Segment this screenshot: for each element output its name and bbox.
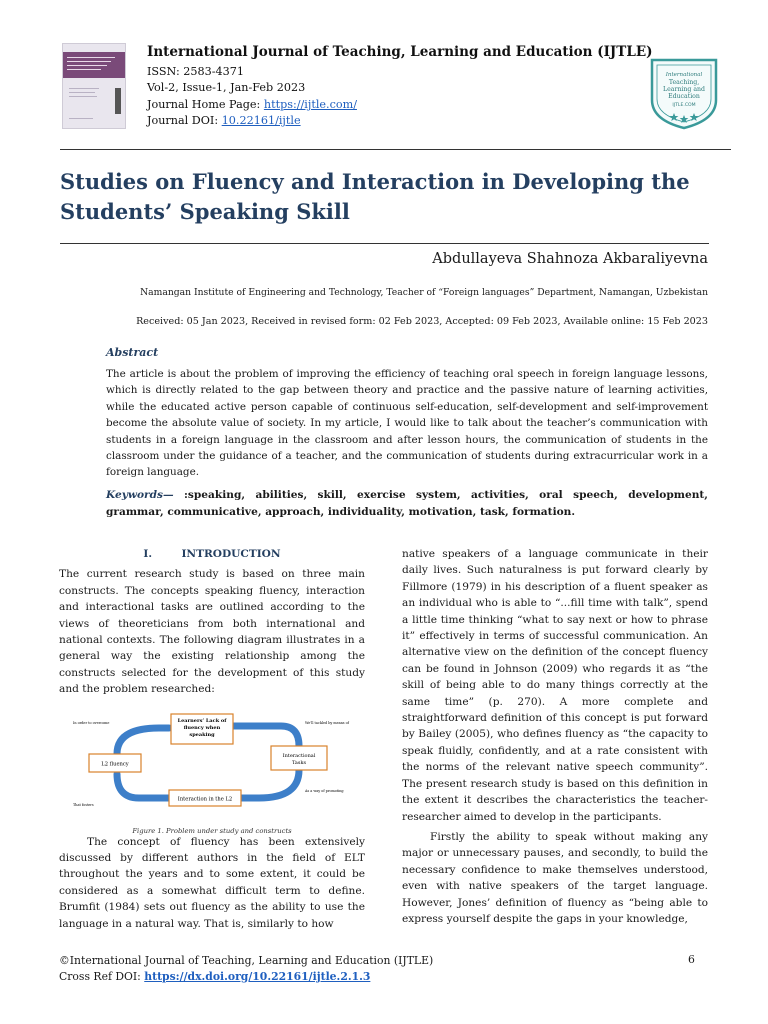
footer-copyright: ©International Journal of Teaching, Learning and Education (IJTLE) bbox=[59, 954, 434, 967]
crossref-doi-link[interactable]: https://dx.doi.org/10.22161/ijtle.2.1.3 bbox=[144, 969, 371, 983]
issn: ISSN: 2583-4371 bbox=[147, 65, 244, 78]
section-title: INTRODUCTION bbox=[181, 548, 281, 560]
badge-line-2: Teaching, bbox=[668, 79, 700, 86]
badge-line-3: Learning and bbox=[663, 86, 705, 93]
homepage-row bbox=[147, 97, 667, 113]
arrow-top-right bbox=[231, 726, 299, 746]
badge-line-1: International bbox=[665, 72, 703, 78]
badge-line-4: Education bbox=[668, 93, 700, 100]
homepage-link[interactable]: https://ijtle.com/ bbox=[263, 97, 357, 111]
diagram-svg bbox=[59, 708, 365, 820]
intro-paragraph-2: The concept of fluency has been extensively discussed by different authors in the field of ELT throughout the years and to some extent, it could be considered as a somewhat difficult term to define. Brumfit (1984) sets out fluency as the ability to use the language in a natural way. That is, similarly to how bbox=[59, 835, 365, 930]
author-name: Abdullayeva Shahnoza Akbaraliyevna bbox=[432, 251, 708, 267]
publication-dates: Received: 05 Jan 2023, Received in revised form: 02 Feb 2023, Accepted: 09 Feb 2023, Available online: 15 Feb 2023 bbox=[136, 316, 708, 327]
arrow-top-left bbox=[117, 728, 169, 754]
box-top-text-1: Learners’ Lack of bbox=[177, 717, 227, 724]
note-bottom-left: That fosters bbox=[73, 802, 94, 807]
journal-cover-thumbnail bbox=[62, 43, 126, 129]
arrow-bottom-left bbox=[117, 774, 169, 798]
keywords-label: Keywords— bbox=[106, 489, 174, 501]
figure-1-diagram bbox=[59, 708, 365, 836]
arrow-bottom-right bbox=[241, 770, 299, 798]
paper-title-line-1: Studies on Fluency and Interaction in Developing the bbox=[60, 169, 690, 194]
header-divider bbox=[60, 149, 731, 150]
box-top-text-2: fluency when bbox=[183, 724, 221, 731]
badge-line-5: IJTLE.COM bbox=[672, 103, 696, 108]
volume-issue: Vol-2, Issue-1, Jan-Feb 2023 bbox=[147, 81, 306, 95]
journal-header bbox=[147, 44, 667, 130]
author-affiliation: Namangan Institute of Engineering and Technology, Teacher of “Foreign languages” Department, Namangan, Uzbekistan bbox=[140, 287, 708, 298]
title-divider bbox=[60, 243, 709, 244]
right-paragraph-1: native speakers of a language communicate in their daily lives. Such naturalness is put forward clearly by Fillmore (1979) in his description of a fluent speaker as an individual who is able to “...fill time with talk”, spend a little time thinking “what to say next or how to phrase it” effectively in terms of successful communication. An alternative view on the definition of the concept fluency can be found in Johnson (2009) who regards it as “the skill of being able to do many things correctly at the same time” (p. 270). A more complete and straightforward definition of this concept is put forward by Bailey (2005), who defines fluency as “the capacity to speak fluidly, confidently, and at a rate consistent with the norms of the relevant native speech community”. The present research study is based on this definition in the extent it describes the characteristics the teacher-researcher aimed to develop in the participants. bbox=[402, 548, 708, 823]
right-paragraph-2: Firstly the ability to speak without making any major or unnecessary pauses, and secondly, to build the necessary confidence to make themselves understood, even with native speakers of the target language. However, Jones’ definition of fluency as “being able to express yourself despite the gaps in your knowledge, bbox=[402, 830, 708, 925]
box-right-text-1: Interactional bbox=[282, 752, 316, 759]
page-footer bbox=[59, 953, 433, 984]
box-right-text-2: Tasks bbox=[291, 759, 307, 766]
page-number: 6 bbox=[688, 953, 695, 966]
journal-meta bbox=[147, 64, 667, 130]
abstract-heading: Abstract bbox=[106, 346, 159, 359]
note-bottom-right: As a way of promoting bbox=[305, 788, 344, 793]
journal-title: International Journal of Teaching, Learning and Education (IJTLE) bbox=[147, 44, 653, 60]
crossref-label: Cross Ref DOI: bbox=[59, 969, 141, 983]
section-number: I. bbox=[143, 548, 153, 560]
note-top-left: In order to overcome bbox=[73, 720, 110, 725]
keywords-list: :speaking, abilities, skill, exercise system, activities, oral speech, development, grammar, communicative, approach, individuality, motivation, task, formation. bbox=[106, 489, 708, 518]
intro-paragraph-1: The current research study is based on three main constructs. The concepts speaking fluency, interaction and interactional tasks are outlined according to the views of theoreticians from both international and national contexts. The following diagram illustrates in a general way the existing relationship among the constructs selected for the development of this study and the problem researched: bbox=[59, 568, 365, 696]
doi-row bbox=[147, 113, 667, 129]
doi-label: Journal DOI: bbox=[147, 114, 219, 128]
box-left-text: L2 fluency bbox=[101, 761, 129, 768]
left-column bbox=[59, 546, 365, 932]
right-column bbox=[402, 546, 708, 927]
section-heading-introduction bbox=[59, 546, 365, 562]
journal-badge-logo bbox=[648, 56, 720, 130]
box-top-text-3: speaking bbox=[189, 731, 215, 738]
abstract-text: The article is about the problem of improving the efficiency of teaching oral speech in foreign language lessons, which is directly related to the gap between theory and practice and the passive nature of learning activities, while the educated active person capable of continuous self-education, self-development and self-improvement become the absolute value of society. In my article, I would like to talk about the teacher’s communication with students in a foreign language in the classroom and after lesson hours, the communication of students in the classroom under the guidance of a teacher, and the communication of students during extracurricular work in a foreign language. bbox=[106, 368, 708, 479]
note-top-right: We’ll tackled by means of bbox=[305, 720, 349, 725]
footer-crossref-row bbox=[59, 969, 433, 985]
box-bottom-text: Interaction in the L2 bbox=[177, 796, 233, 803]
keywords bbox=[106, 487, 708, 521]
homepage-label: Journal Home Page: bbox=[147, 97, 261, 111]
journal-doi-link[interactable]: 10.22161/ijtle bbox=[221, 114, 301, 128]
paper-title-line-2: Students’ Speaking Skill bbox=[60, 199, 350, 224]
paper-title bbox=[60, 167, 720, 227]
figure-caption: Figure 1. Problem under study and constructs bbox=[132, 827, 292, 836]
